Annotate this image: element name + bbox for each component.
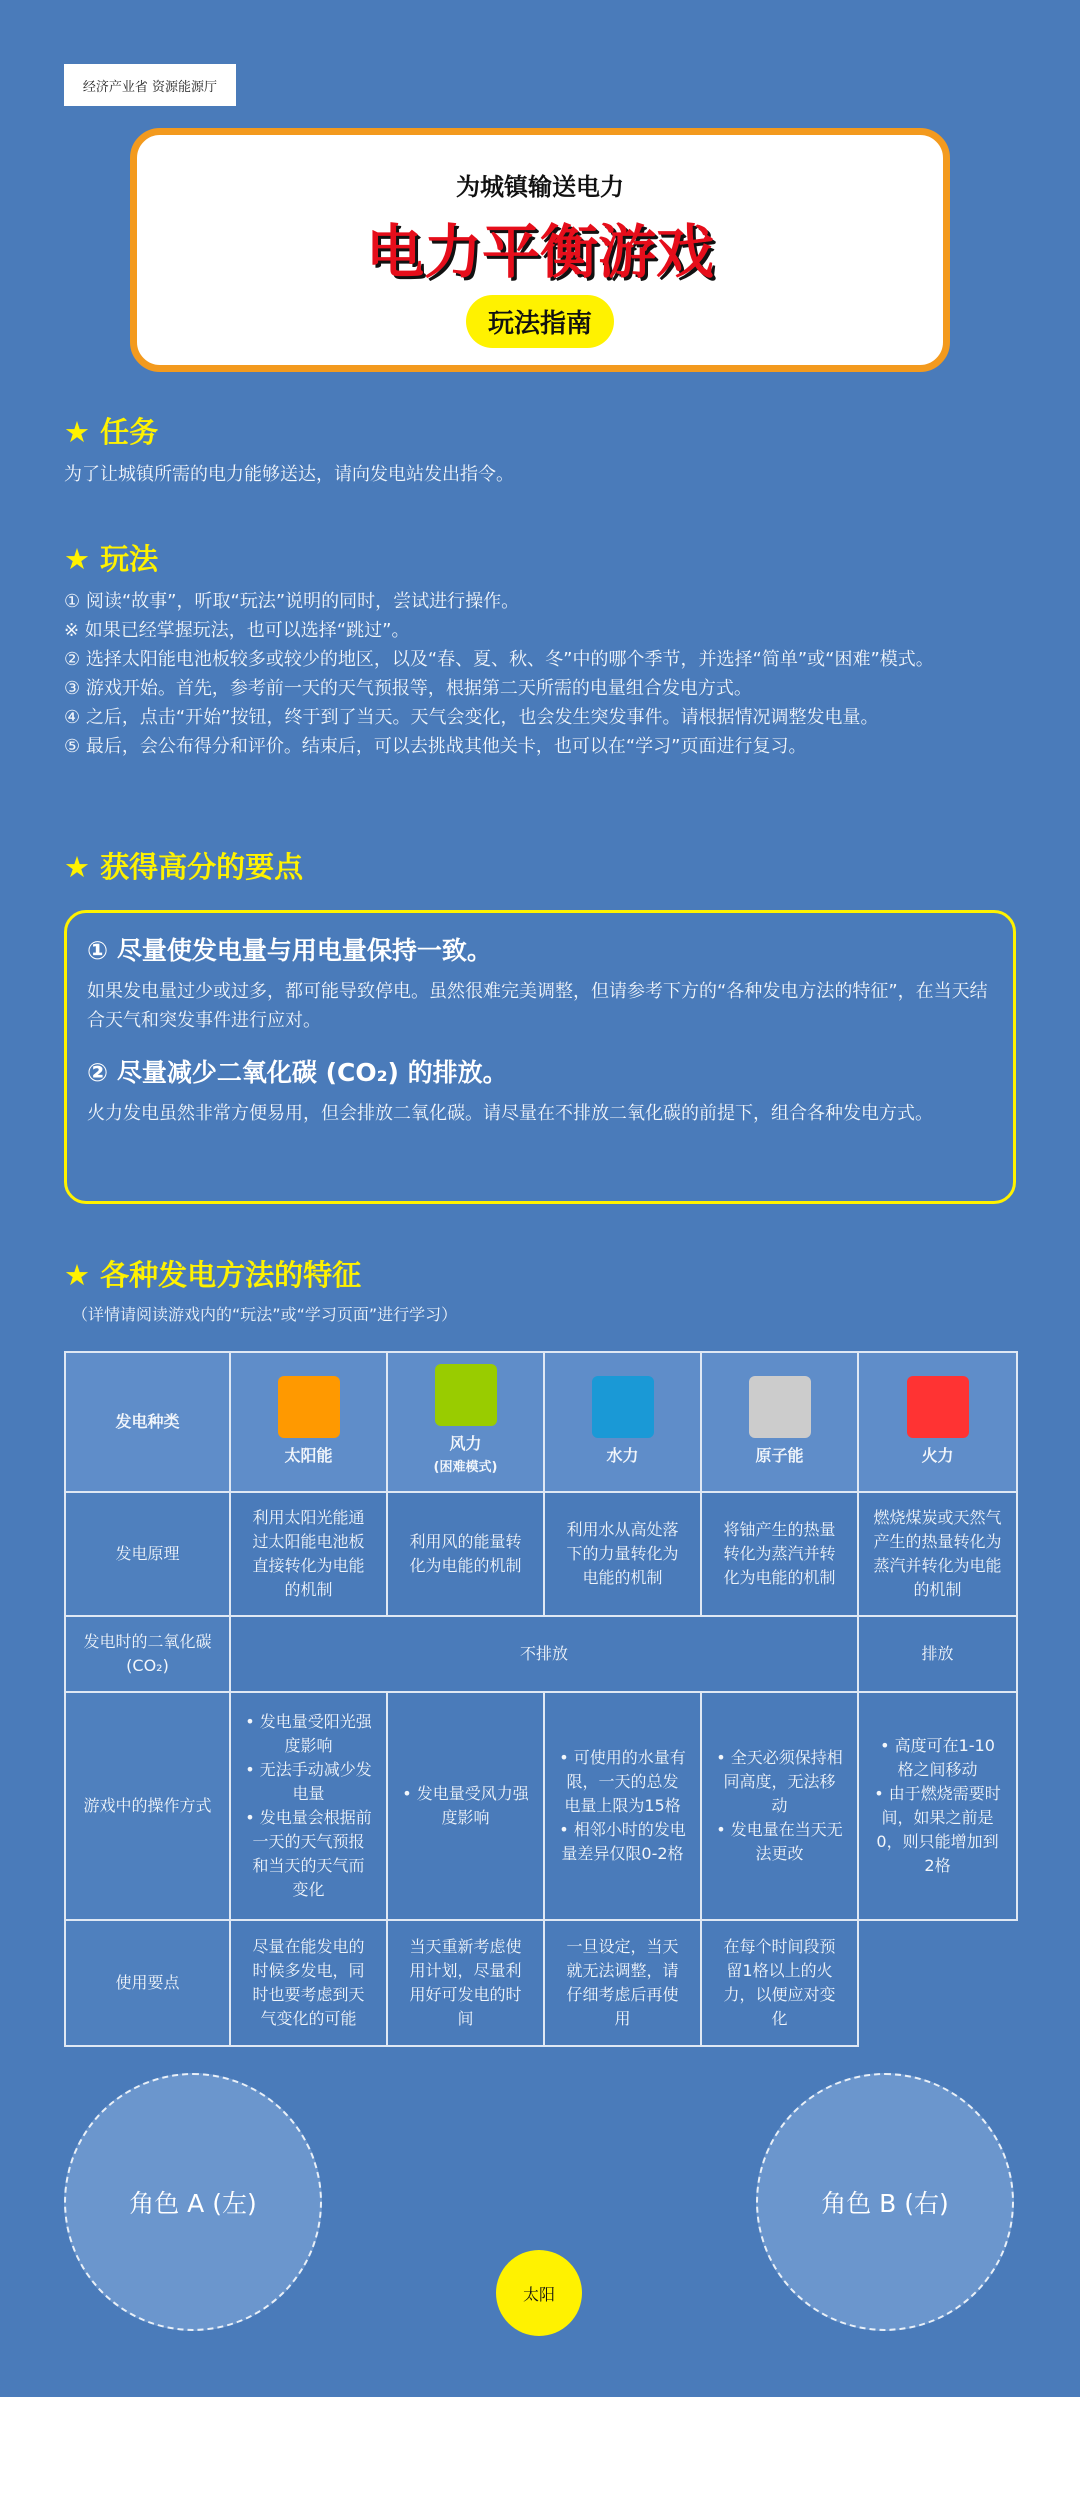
principle-cell: 燃烧煤炭或天然气产生的热量转化为蒸汽并转化为电能的机制	[858, 1492, 1017, 1616]
usage-empty-cell	[858, 1920, 1017, 2046]
tip-body: 如果发电量过少或过多，都可能导致停电。虽然很难完美调整，但请参考下方的“各种发电方法的特征”，在当天结合天气和突发事件进行应对。	[87, 981, 988, 1031]
table-row-ops	[65, 1692, 1017, 1920]
howto-heading: ★ 玩法	[64, 542, 159, 576]
ops-cell	[230, 1692, 387, 1920]
thermal-color-icon	[907, 1376, 969, 1438]
principle-cell: 将铀产生的热量转化为蒸汽并转化为电能的机制	[701, 1492, 858, 1616]
principle-label: 发电原理	[65, 1492, 230, 1616]
ops-cell	[387, 1692, 544, 1920]
type-thermal	[858, 1352, 1017, 1492]
hero-title: 电力平衡游戏	[365, 218, 714, 286]
howto-list	[64, 587, 1004, 761]
type-name: 太阳能	[284, 1446, 333, 1465]
tip-title: ② 尽量减少二氧化碳 (CO₂) 的排放。	[87, 1058, 508, 1087]
methods-heading: ★ 各种发电方法的特征	[64, 1258, 362, 1292]
methods-table	[64, 1351, 1018, 2047]
table-row-usage	[65, 1920, 1017, 2046]
howto-line: ① 阅读“故事”，听取“玩法”说明的同时，尝试进行操作。	[64, 591, 520, 612]
ops-item: • 相邻小时的发电量差异仅限0-2格	[559, 1820, 686, 1863]
ops-item: • 发电量受阳光强度影响	[245, 1712, 372, 1755]
ops-cell	[544, 1692, 701, 1920]
character-a: 角色 A (左)	[64, 2073, 322, 2331]
usage-cell: 一旦设定，当天就无法调整，请仔细考虑后再使用	[544, 1920, 701, 2046]
type-hydro	[544, 1352, 701, 1492]
ops-item: • 无法手动减少发电量	[245, 1760, 372, 1803]
usage-cell: 当天重新考虑使用计划，尽量利用好可发电的时间	[387, 1920, 544, 2046]
ops-item: • 可使用的水量有限，一天的总发电量上限为15格	[559, 1748, 686, 1815]
agency-label: 经济产业省 资源能源厅	[64, 64, 236, 106]
solar-color-icon	[278, 1376, 340, 1438]
howto-line: ※ 如果已经掌握玩法，也可以选择“跳过”。	[64, 620, 410, 641]
type-name: 原子能	[755, 1446, 804, 1465]
ops-cell	[858, 1692, 1017, 1920]
hydro-color-icon	[592, 1376, 654, 1438]
table-row-principle	[65, 1492, 1017, 1616]
table-row-types	[65, 1352, 1017, 1492]
co2-label: 发电时的二氧化碳 (CO₂)	[65, 1616, 230, 1692]
nuclear-color-icon	[749, 1376, 811, 1438]
ops-label: 游戏中的操作方式	[65, 1692, 230, 1920]
character-b: 角色 B (右)	[756, 2073, 1014, 2331]
tip-body: 火力发电虽然非常方便易用，但会排放二氧化碳。请尽量在不排放二氧化碳的前提下，组合各种发电方式。	[87, 1103, 933, 1124]
principle-cell: 利用风的能量转化为电能的机制	[387, 1492, 544, 1616]
usage-cell: 在每个时间段预留1格以上的火力，以便应对变化	[701, 1920, 858, 2046]
type-solar	[230, 1352, 387, 1492]
co2-emit-cell: 排放	[858, 1616, 1017, 1692]
hero-card	[130, 128, 950, 372]
howto-line: ⑤ 最后，会公布得分和评价。结束后，可以去挑战其他关卡，也可以在“学习”页面进行复习。	[64, 736, 807, 757]
tips-box	[64, 910, 1016, 1204]
type-name: 水力	[606, 1446, 639, 1465]
mission-heading: ★ 任务	[64, 415, 159, 449]
co2-none-cell: 不排放	[230, 1616, 858, 1692]
principle-cell: 利用水从高处落下的力量转化为电能的机制	[544, 1492, 701, 1616]
howto-line: ④ 之后，点击“开始”按钮，终于到了当天。天气会变化，也会发生突发事件。请根据情况调整发电量。	[64, 707, 879, 728]
ops-item: • 发电量会根据前一天的天气预报和当天的天气而变化	[245, 1808, 372, 1899]
mission-text: 为了让城镇所需的电力能够送达，请向发电站发出指令。	[64, 464, 514, 485]
table-row-co2	[65, 1616, 1017, 1692]
methods-note: （详情请阅读游戏内的“玩法”或“学习页面”进行学习）	[72, 1305, 458, 1324]
howto-line: ③ 游戏开始。首先，参考前一天的天气预报等，根据第二天所需的电量组合发电方式。	[64, 678, 752, 699]
type-nuclear	[701, 1352, 858, 1492]
usage-cell: 尽量在能发电的时候多发电，同时也要考虑到天气变化的可能	[230, 1920, 387, 2046]
type-name: 火力	[921, 1446, 954, 1465]
ops-item: • 高度可在1-10格之间移动	[880, 1736, 995, 1779]
usage-label: 使用要点	[65, 1920, 230, 2046]
ops-item: • 由于燃烧需要时间，如果之前是0，则只能增加到2格	[874, 1784, 1001, 1875]
ops-item: • 发电量受风力强度影响	[402, 1784, 529, 1827]
type-name: 风力	[449, 1434, 482, 1453]
tips-heading: ★ 获得高分的要点	[64, 850, 304, 884]
hero-subtitle: 为城镇输送电力	[456, 173, 624, 201]
type-wind	[387, 1352, 544, 1492]
howto-line: ② 选择太阳能电池板较多或较少的地区，以及“春、夏、秋、冬”中的哪个季节，并选择“简单”或“困难”模式。	[64, 649, 934, 670]
tip-title: ① 尽量使发电量与用电量保持一致。	[87, 936, 492, 965]
principle-cell: 利用太阳光能通过太阳能电池板直接转化为电能的机制	[230, 1492, 387, 1616]
table-corner: 发电种类	[65, 1352, 230, 1492]
wind-color-icon	[435, 1364, 497, 1426]
ops-cell	[701, 1692, 858, 1920]
guide-badge: 玩法指南	[466, 295, 614, 348]
type-sub: (困难模式)	[433, 1460, 498, 1475]
ops-item: • 全天必须保持相同高度，无法移动	[716, 1748, 843, 1815]
sun-marker: 太阳	[496, 2250, 582, 2336]
ops-item: • 发电量在当天无法更改	[716, 1820, 843, 1863]
